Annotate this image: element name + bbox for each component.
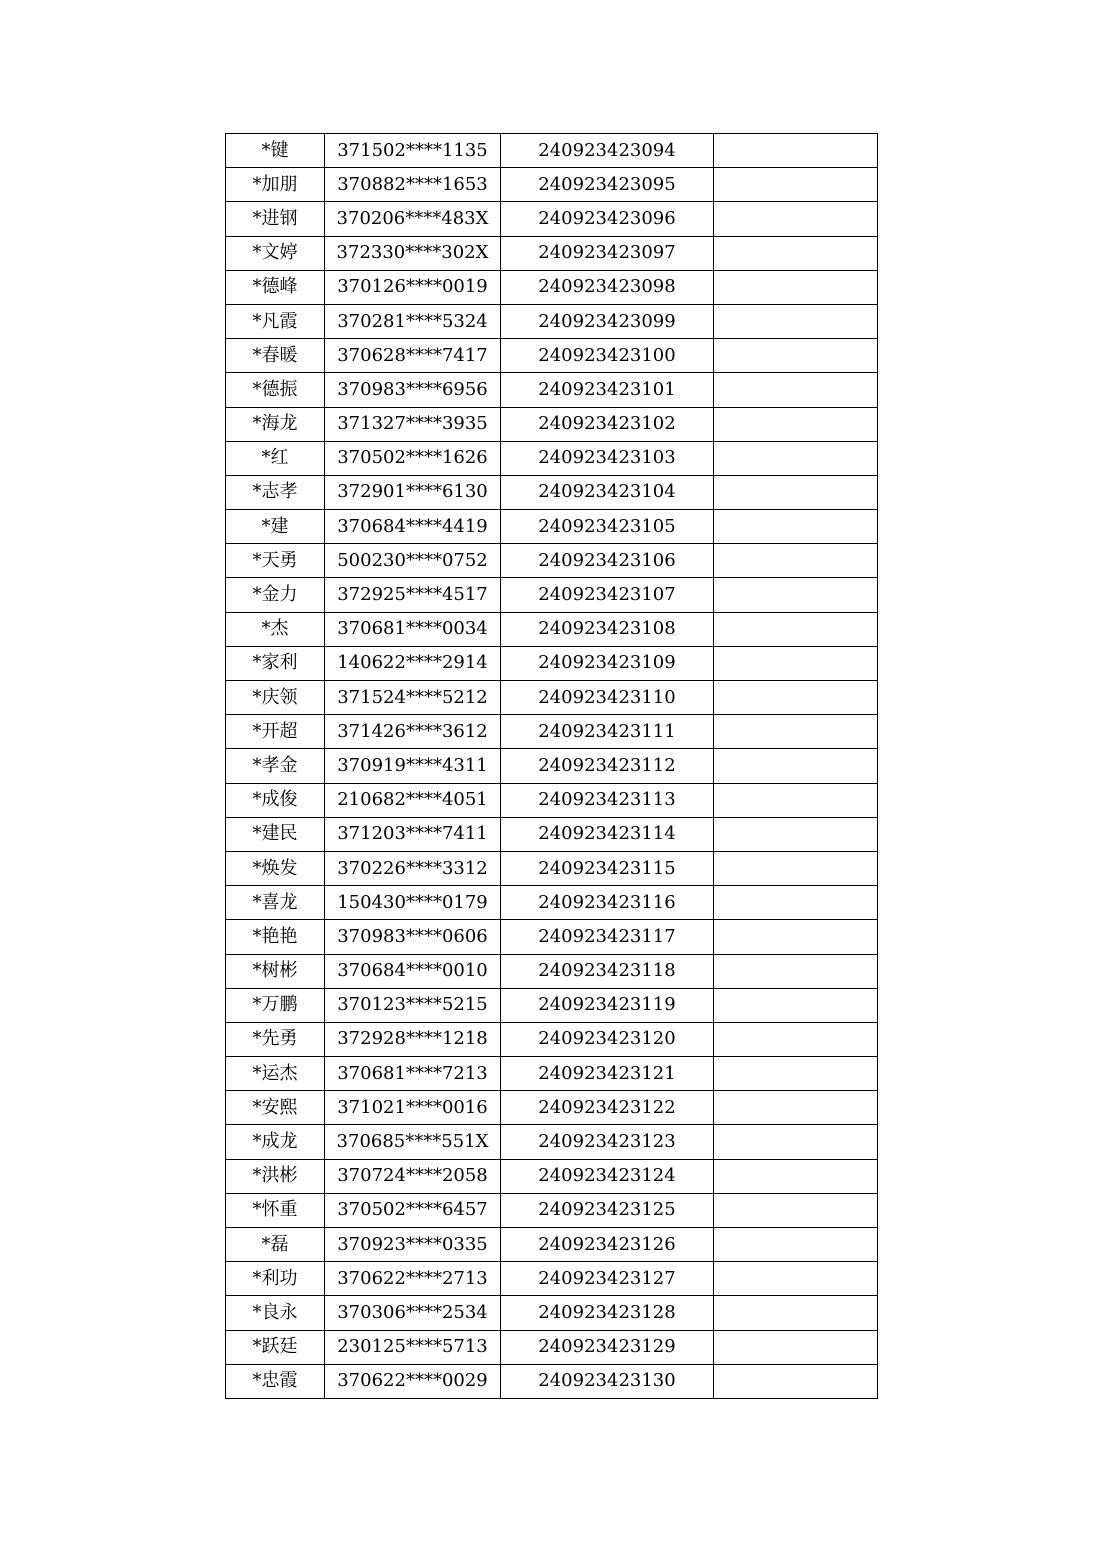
table-row [226, 236, 878, 270]
name-cell: *志孝 [226, 475, 325, 509]
table-row [226, 1159, 878, 1193]
id-number-cell: 371203****7411 [325, 817, 501, 851]
id-number-cell: 371021****0016 [325, 1091, 501, 1125]
id-number-cell: 140622****2914 [325, 646, 501, 680]
certificate-number-cell: 240923423112 [501, 749, 714, 783]
certificate-number-cell: 240923423095 [501, 168, 714, 202]
id-number-cell: 371524****5212 [325, 681, 501, 715]
id-number-cell: 370724****2058 [325, 1159, 501, 1193]
blank-cell [714, 373, 878, 407]
table-row [226, 988, 878, 1022]
certificate-number-cell: 240923423117 [501, 920, 714, 954]
table-row [226, 373, 878, 407]
table-row [226, 817, 878, 851]
name-cell: *进钢 [226, 202, 325, 236]
name-cell: *万鹏 [226, 988, 325, 1022]
name-cell: *怀重 [226, 1193, 325, 1227]
name-cell: *良永 [226, 1296, 325, 1330]
blank-cell [714, 168, 878, 202]
id-number-cell: 370306****2534 [325, 1296, 501, 1330]
table-row [226, 1125, 878, 1159]
name-cell: *忠霞 [226, 1364, 325, 1398]
certificate-number-cell: 240923423123 [501, 1125, 714, 1159]
certificate-number-cell: 240923423129 [501, 1330, 714, 1364]
blank-cell [714, 1022, 878, 1056]
name-cell: *艳艳 [226, 920, 325, 954]
table-row [226, 715, 878, 749]
name-cell: *利功 [226, 1262, 325, 1296]
id-number-cell: 370628****7417 [325, 339, 501, 373]
blank-cell [714, 749, 878, 783]
name-cell: *磊 [226, 1228, 325, 1262]
id-number-cell: 370502****1626 [325, 441, 501, 475]
blank-cell [714, 1159, 878, 1193]
id-number-cell: 370882****1653 [325, 168, 501, 202]
name-cell: *家利 [226, 646, 325, 680]
records-table [225, 133, 878, 1399]
table-row [226, 681, 878, 715]
id-number-cell: 372330****302X [325, 236, 501, 270]
certificate-number-cell: 240923423124 [501, 1159, 714, 1193]
id-number-cell: 370281****5324 [325, 304, 501, 338]
certificate-number-cell: 240923423125 [501, 1193, 714, 1227]
id-number-cell: 370685****551X [325, 1125, 501, 1159]
blank-cell [714, 1296, 878, 1330]
blank-cell [714, 202, 878, 236]
name-cell: *红 [226, 441, 325, 475]
name-cell: *文婷 [226, 236, 325, 270]
certificate-number-cell: 240923423096 [501, 202, 714, 236]
id-number-cell: 372928****1218 [325, 1022, 501, 1056]
table-row [226, 544, 878, 578]
table-row [226, 749, 878, 783]
name-cell: *庆领 [226, 681, 325, 715]
blank-cell [714, 304, 878, 338]
blank-cell [714, 681, 878, 715]
certificate-number-cell: 240923423111 [501, 715, 714, 749]
id-number-cell: 372925****4517 [325, 578, 501, 612]
id-number-cell: 372901****6130 [325, 475, 501, 509]
blank-cell [714, 544, 878, 578]
blank-cell [714, 954, 878, 988]
blank-cell [714, 134, 878, 168]
id-number-cell: 210682****4051 [325, 783, 501, 817]
blank-cell [714, 510, 878, 544]
name-cell: *凡霞 [226, 304, 325, 338]
name-cell: *加朋 [226, 168, 325, 202]
blank-cell [714, 1057, 878, 1091]
blank-cell [714, 920, 878, 954]
table-row [226, 1296, 878, 1330]
table-row [226, 1364, 878, 1398]
certificate-number-cell: 240923423105 [501, 510, 714, 544]
certificate-number-cell: 240923423097 [501, 236, 714, 270]
name-cell: *建民 [226, 817, 325, 851]
blank-cell [714, 1330, 878, 1364]
name-cell: *跃廷 [226, 1330, 325, 1364]
certificate-number-cell: 240923423106 [501, 544, 714, 578]
certificate-number-cell: 240923423113 [501, 783, 714, 817]
certificate-number-cell: 240923423101 [501, 373, 714, 407]
blank-cell [714, 988, 878, 1022]
certificate-number-cell: 240923423128 [501, 1296, 714, 1330]
name-cell: *成龙 [226, 1125, 325, 1159]
table-row [226, 886, 878, 920]
blank-cell [714, 1193, 878, 1227]
blank-cell [714, 851, 878, 885]
id-number-cell: 371426****3612 [325, 715, 501, 749]
name-cell: *孝金 [226, 749, 325, 783]
id-number-cell: 370684****0010 [325, 954, 501, 988]
certificate-number-cell: 240923423119 [501, 988, 714, 1022]
certificate-number-cell: 240923423116 [501, 886, 714, 920]
table-row [226, 510, 878, 544]
certificate-number-cell: 240923423114 [501, 817, 714, 851]
name-cell: *德振 [226, 373, 325, 407]
id-number-cell: 370681****0034 [325, 612, 501, 646]
table-row [226, 475, 878, 509]
certificate-number-cell: 240923423115 [501, 851, 714, 885]
table-row [226, 270, 878, 304]
certificate-number-cell: 240923423098 [501, 270, 714, 304]
certificate-number-cell: 240923423121 [501, 1057, 714, 1091]
certificate-number-cell: 240923423099 [501, 304, 714, 338]
table-row [226, 1022, 878, 1056]
blank-cell [714, 715, 878, 749]
table-row [226, 1193, 878, 1227]
table-row [226, 1262, 878, 1296]
blank-cell [714, 1125, 878, 1159]
blank-cell [714, 1364, 878, 1398]
id-number-cell: 370983****6956 [325, 373, 501, 407]
blank-cell [714, 783, 878, 817]
id-number-cell: 500230****0752 [325, 544, 501, 578]
certificate-number-cell: 240923423104 [501, 475, 714, 509]
id-number-cell: 370684****4419 [325, 510, 501, 544]
id-number-cell: 370622****2713 [325, 1262, 501, 1296]
blank-cell [714, 1091, 878, 1125]
blank-cell [714, 339, 878, 373]
blank-cell [714, 646, 878, 680]
certificate-number-cell: 240923423103 [501, 441, 714, 475]
table-row [226, 851, 878, 885]
blank-cell [714, 1228, 878, 1262]
id-number-cell: 370226****3312 [325, 851, 501, 885]
id-number-cell: 371327****3935 [325, 407, 501, 441]
table-row [226, 1330, 878, 1364]
id-number-cell: 370622****0029 [325, 1364, 501, 1398]
table-row [226, 1228, 878, 1262]
blank-cell [714, 441, 878, 475]
table-row [226, 646, 878, 680]
name-cell: *键 [226, 134, 325, 168]
table-row [226, 339, 878, 373]
certificate-number-cell: 240923423110 [501, 681, 714, 715]
blank-cell [714, 578, 878, 612]
id-number-cell: 150430****0179 [325, 886, 501, 920]
name-cell: *金力 [226, 578, 325, 612]
name-cell: *安熙 [226, 1091, 325, 1125]
id-number-cell: 370923****0335 [325, 1228, 501, 1262]
certificate-number-cell: 240923423126 [501, 1228, 714, 1262]
table-row [226, 612, 878, 646]
blank-cell [714, 270, 878, 304]
name-cell: *海龙 [226, 407, 325, 441]
id-number-cell: 230125****5713 [325, 1330, 501, 1364]
blank-cell [714, 236, 878, 270]
id-number-cell: 370206****483X [325, 202, 501, 236]
id-number-cell: 370126****0019 [325, 270, 501, 304]
certificate-number-cell: 240923423109 [501, 646, 714, 680]
table-row [226, 407, 878, 441]
id-number-cell: 370502****6457 [325, 1193, 501, 1227]
table-row [226, 168, 878, 202]
certificate-number-cell: 240923423094 [501, 134, 714, 168]
table-row [226, 920, 878, 954]
id-number-cell: 371502****1135 [325, 134, 501, 168]
id-number-cell: 370123****5215 [325, 988, 501, 1022]
id-number-cell: 370983****0606 [325, 920, 501, 954]
blank-cell [714, 475, 878, 509]
name-cell: *运杰 [226, 1057, 325, 1091]
blank-cell [714, 1262, 878, 1296]
blank-cell [714, 612, 878, 646]
certificate-number-cell: 240923423102 [501, 407, 714, 441]
name-cell: *树彬 [226, 954, 325, 988]
blank-cell [714, 817, 878, 851]
id-number-cell: 370681****7213 [325, 1057, 501, 1091]
name-cell: *先勇 [226, 1022, 325, 1056]
certificate-number-cell: 240923423108 [501, 612, 714, 646]
name-cell: *德峰 [226, 270, 325, 304]
table-row [226, 202, 878, 236]
table-row [226, 441, 878, 475]
certificate-number-cell: 240923423100 [501, 339, 714, 373]
table-row [226, 304, 878, 338]
name-cell: *天勇 [226, 544, 325, 578]
table-row [226, 1091, 878, 1125]
name-cell: *杰 [226, 612, 325, 646]
certificate-number-cell: 240923423130 [501, 1364, 714, 1398]
table-row [226, 134, 878, 168]
name-cell: *焕发 [226, 851, 325, 885]
name-cell: *成俊 [226, 783, 325, 817]
certificate-number-cell: 240923423107 [501, 578, 714, 612]
name-cell: *春暖 [226, 339, 325, 373]
certificate-number-cell: 240923423127 [501, 1262, 714, 1296]
blank-cell [714, 407, 878, 441]
name-cell: *喜龙 [226, 886, 325, 920]
name-cell: *洪彬 [226, 1159, 325, 1193]
name-cell: *建 [226, 510, 325, 544]
table-row [226, 1057, 878, 1091]
certificate-number-cell: 240923423118 [501, 954, 714, 988]
certificate-number-cell: 240923423120 [501, 1022, 714, 1056]
table-row [226, 954, 878, 988]
table-row [226, 578, 878, 612]
name-cell: *开超 [226, 715, 325, 749]
table-row [226, 783, 878, 817]
id-number-cell: 370919****4311 [325, 749, 501, 783]
certificate-number-cell: 240923423122 [501, 1091, 714, 1125]
blank-cell [714, 886, 878, 920]
records-body [226, 134, 878, 1399]
